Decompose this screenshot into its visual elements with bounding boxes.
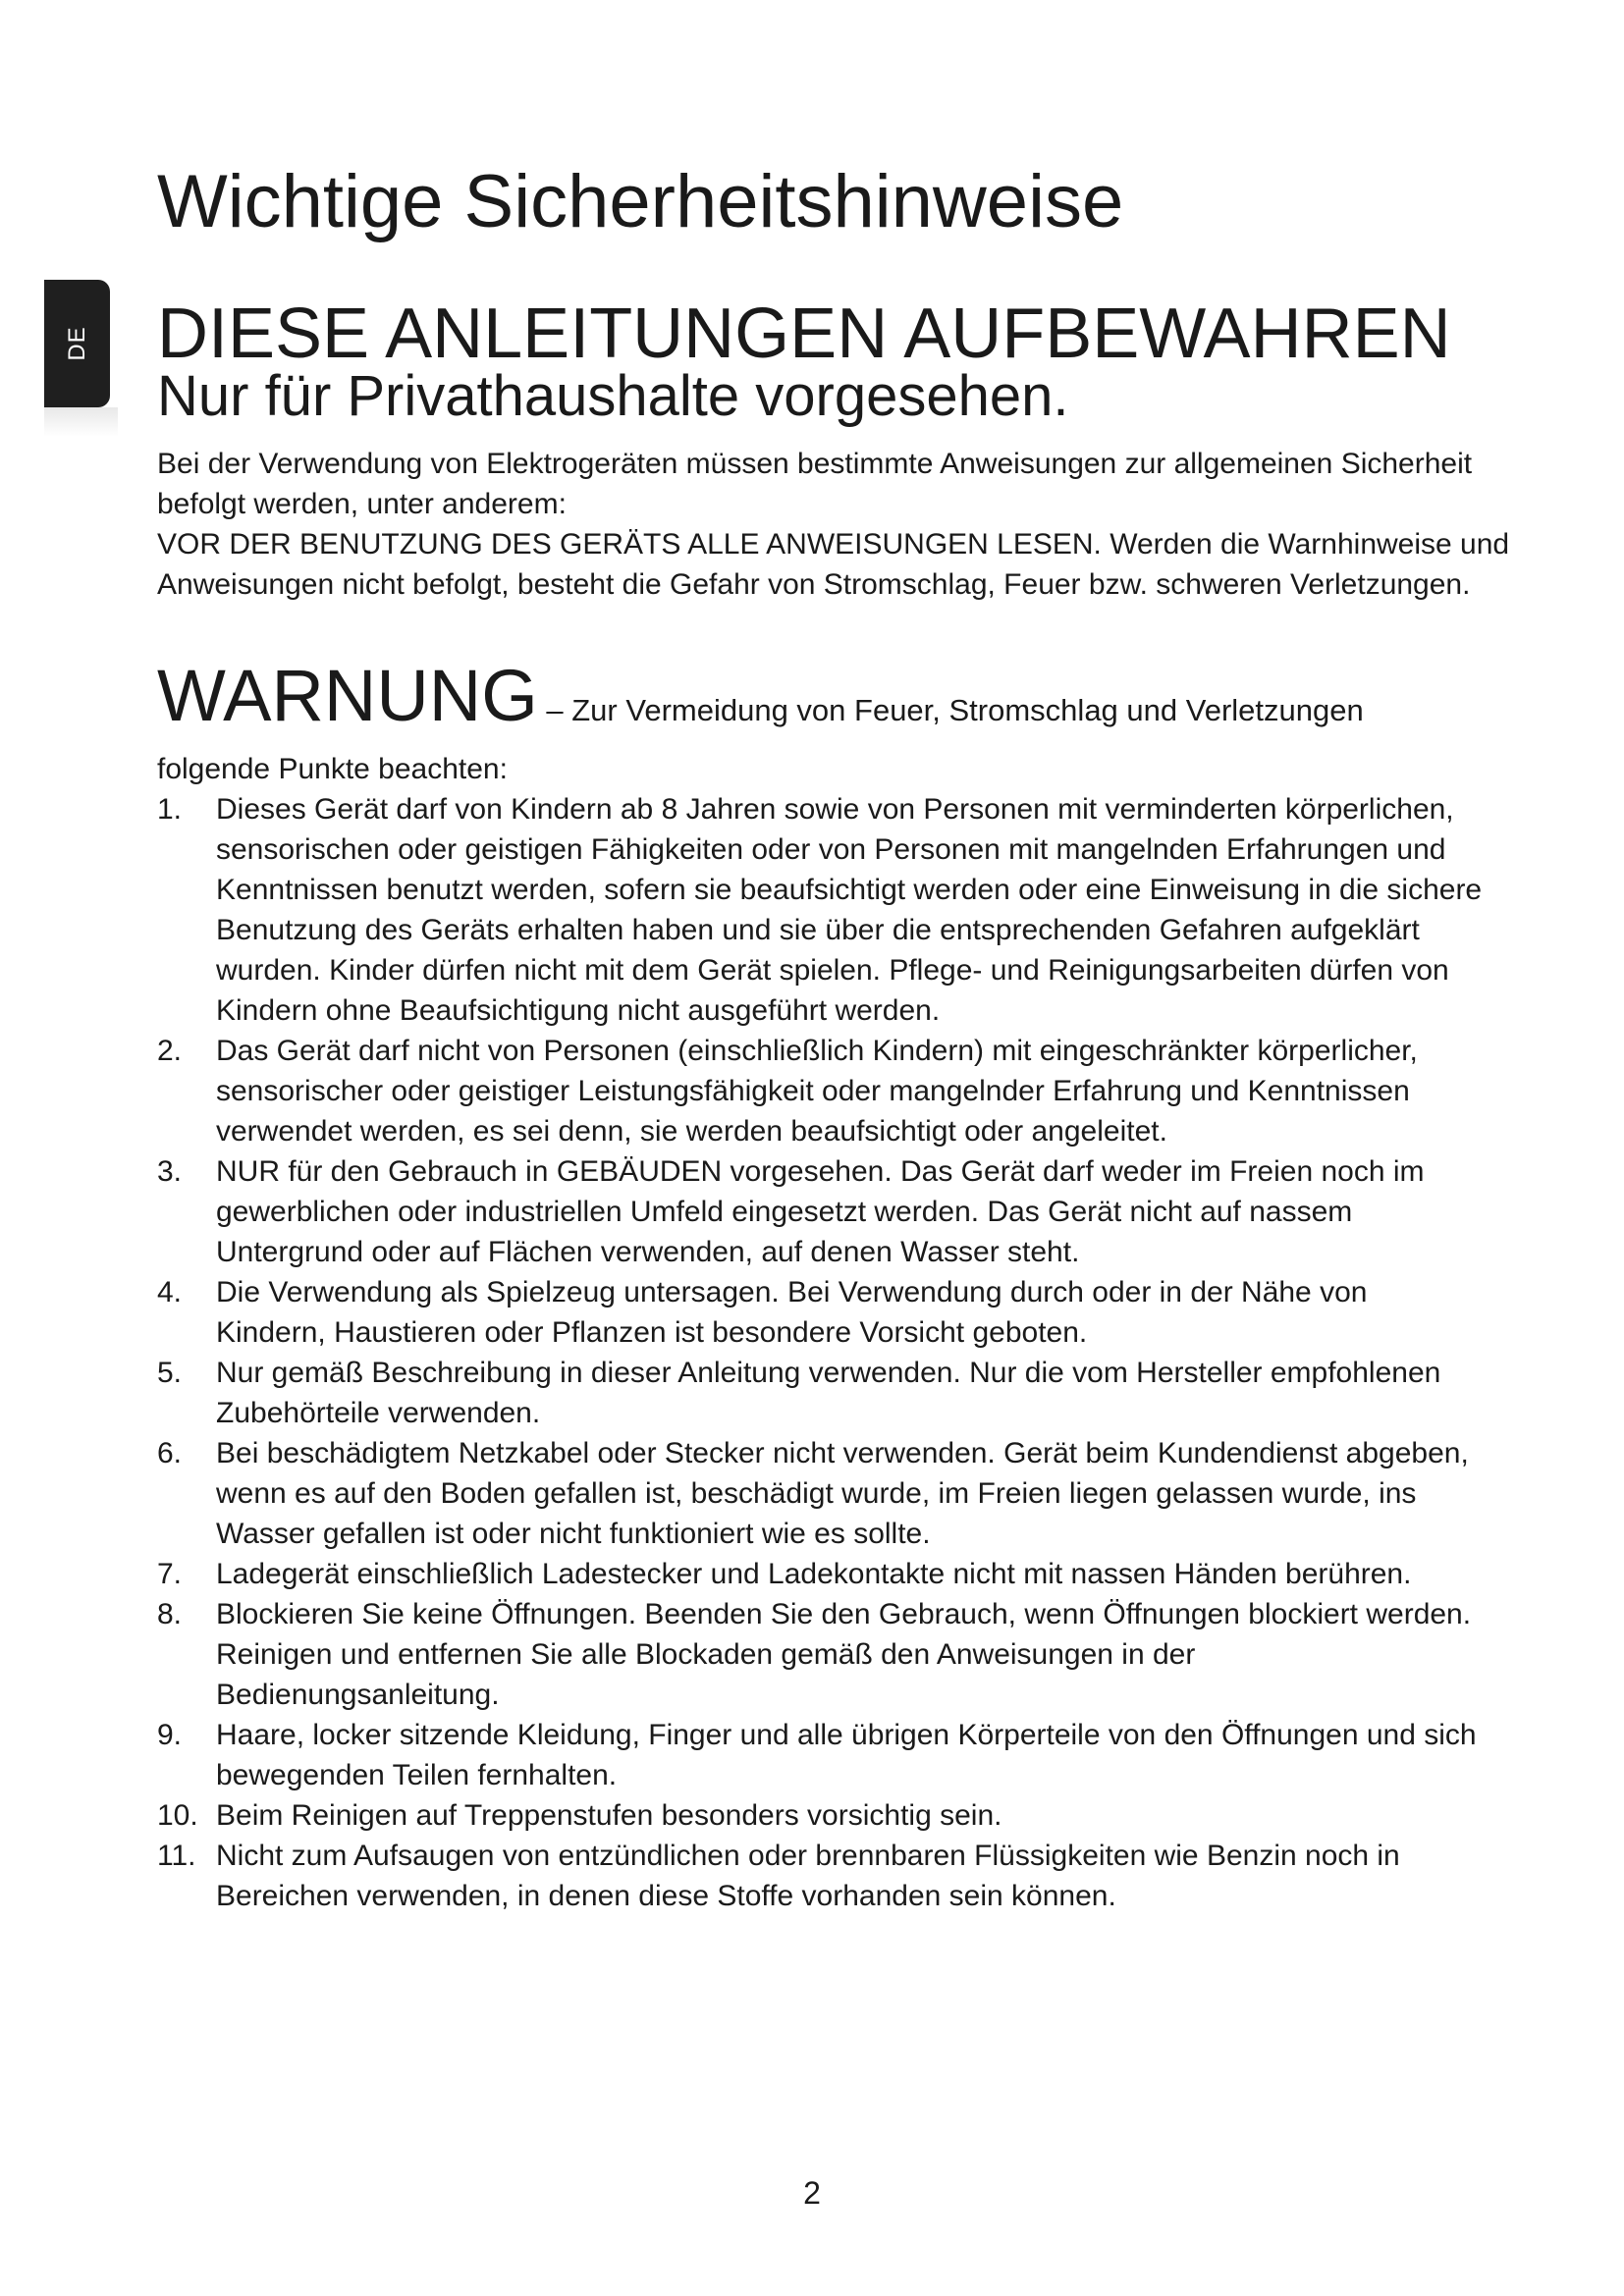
list-item-text: Dieses Gerät darf von Kindern ab 8 Jahren sowie von Personen mit verminderten körperlichen, sensorischen oder geistigen Fähigkeiten oder von Personen mit mangelnden Erfahrungen und Kenntnissen benutzt werden, sofern sie beaufsichtigt werden oder eine Einweisung in die sichere Benutzung des Geräts erhalten haben und sie über die entsprechenden Gefahren aufgeklärt wurden. Kinder dürfen nicht mit dem Gerät spielen. Pflege- und Reinigungsarbeiten dürfen von Kindern ohne Beaufsichtigung nicht ausgeführt werden.: [216, 793, 1483, 1027]
list-item-number: 1.: [157, 793, 183, 826]
list-item-number: 4.: [157, 1276, 183, 1308]
list-item: [157, 1151, 1483, 1272]
list-item-number: 5.: [157, 1357, 183, 1389]
list-item-text: Die Verwendung als Spielzeug untersagen. Bei Verwendung durch oder in der Nähe von Kindern, Haustieren oder Pflanzen ist besondere Vorsicht geboten.: [216, 1276, 1368, 1349]
warning-continuation: folgende Punkte beachten:: [157, 753, 508, 785]
list-item-text: Das Gerät darf nicht von Personen (einschließlich Kindern) mit eingeschränkter körperlicher, sensorischer oder geistiger Leistungsfähigkeit oder mangelnder Erfahrung und Kenntnissen verwendet werden, es sei denn, sie werden beaufsichtigt oder angeleitet.: [216, 1035, 1418, 1148]
list-item: [157, 1554, 1483, 1594]
list-item: [157, 1594, 1483, 1715]
list-item: [157, 1272, 1483, 1353]
list-item: [157, 1715, 1483, 1795]
list-item-number: 9.: [157, 1719, 183, 1751]
list-item-number: 11.: [157, 1840, 196, 1872]
keep-instructions-heading: DIESE ANLEITUNGEN AUFBEWAHREN: [157, 294, 1451, 373]
list-item-text: Nur gemäß Beschreibung in dieser Anleitung verwenden. Nur die vom Hersteller empfohlenen Zubehörteile verwenden.: [216, 1357, 1441, 1429]
read-all-text: VOR DER BENUTZUNG DES GERÄTS ALLE ANWEISUNGEN LESEN. Werden die Warnhinweise und Anweisungen nicht befolgt, besteht die Gefahr von Stromschlag, Feuer bzw. schweren Verletzungen.: [157, 528, 1510, 601]
list-item-text: Haare, locker sitzende Kleidung, Finger und alle übrigen Körperteile von den Öffnungen und sich bewegenden Teilen fernhalten.: [216, 1719, 1477, 1791]
list-item: [157, 1031, 1483, 1151]
intro-block: [157, 444, 1532, 605]
list-item-number: 3.: [157, 1155, 183, 1188]
page-title: Wichtige Sicherheitshinweise: [157, 160, 1124, 243]
list-item-text: Beim Reinigen auf Treppenstufen besonders vorsichtig sein.: [216, 1799, 1002, 1832]
list-item: [157, 789, 1483, 1031]
page-number: 2: [803, 2175, 821, 2211]
list-item-number: 7.: [157, 1558, 183, 1590]
list-item: [157, 1795, 1483, 1836]
list-item-number: 6.: [157, 1437, 183, 1469]
list-item-number: 8.: [157, 1598, 183, 1630]
list-item-text: NUR für den Gebrauch in GEBÄUDEN vorgesehen. Das Gerät darf weder im Freien noch im gewerblichen oder industriellen Umfeld eingesetzt werden. Das Gerät nicht auf nassem Untergrund oder auf Flächen verwenden, auf denen Wasser steht.: [216, 1155, 1425, 1268]
list-item-number: 2.: [157, 1035, 183, 1067]
language-tab: [44, 280, 110, 407]
list-item-text: Nicht zum Aufsaugen von entzündlichen oder brennbaren Flüssigkeiten wie Benzin noch in Bereichen verwenden, in denen diese Stoffe vorhanden sein können.: [216, 1840, 1400, 1912]
warning-heading: WARNUNG: [157, 655, 538, 736]
list-item-number: 10.: [157, 1799, 198, 1832]
language-tab-shadow: [44, 407, 118, 437]
list-item-text: Bei beschädigtem Netzkabel oder Stecker nicht verwenden. Gerät beim Kundendienst abgeben, wenn es auf den Boden gefallen ist, beschädigt wurde, im Freien liegen gelassen wurde, ins Wasser gefallen ist oder nicht funktioniert wie es sollte.: [216, 1437, 1469, 1550]
list-item-text: Blockieren Sie keine Öffnungen. Beenden Sie den Gebrauch, wenn Öffnungen blockiert werden. Reinigen und entfernen Sie alle Blockaden gemäß den Anweisungen in der Bedienungsanleitung.: [216, 1598, 1472, 1711]
safety-rules-list: [157, 789, 1483, 1916]
household-only-subtitle: Nur für Privathaushalte vorgesehen.: [157, 364, 1069, 428]
list-item-text: Ladegerät einschließlich Ladestecker und Ladekontakte nicht mit nassen Händen berühren.: [216, 1558, 1412, 1590]
list-item: [157, 1433, 1483, 1554]
warning-inline-text: – Zur Vermeidung von Feuer, Stromschlag und Verletzungen: [537, 693, 1364, 727]
list-item: [157, 1353, 1483, 1433]
warning-heading-row: [157, 655, 1364, 736]
intro-text: Bei der Verwendung von Elektrogeräten müssen bestimmte Anweisungen zur allgemeinen Sicherheit befolgt werden, unter anderem:: [157, 448, 1473, 520]
list-item: [157, 1836, 1483, 1916]
language-tab-label: DE: [63, 326, 90, 361]
